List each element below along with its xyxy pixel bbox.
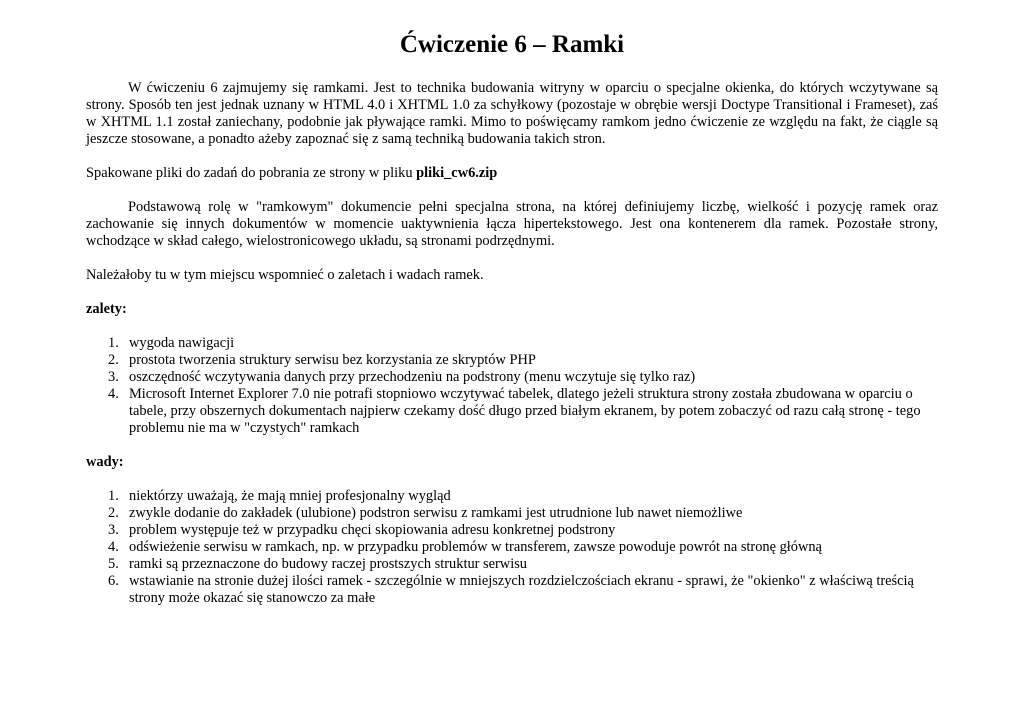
list-number: 1. — [108, 335, 119, 351]
list-item — [86, 369, 938, 386]
list-number: 1. — [108, 488, 119, 504]
list-item — [86, 386, 938, 437]
pros-heading: zalety: — [86, 301, 127, 317]
page-title: Ćwiczenie 6 – Ramki — [399, 31, 625, 58]
list-number: 2. — [108, 352, 119, 368]
list-item-text: wstawianie na stronie dużej ilości ramek - szczególnie w mniejszych rozdzielczościach ekranu - sprawi, że "okienko" z właściwą treścią strony może okazać się stanowczo za małe — [129, 573, 914, 606]
cons-heading: wady: — [86, 454, 124, 470]
download-paragraph — [86, 165, 938, 182]
list-number: 5. — [108, 556, 119, 572]
list-item — [86, 573, 938, 607]
download-text: Spakowane pliki do zadań do pobrania ze strony w pliku — [86, 165, 417, 181]
list-number: 3. — [108, 369, 119, 385]
list-item-text: wygoda nawigacji — [129, 335, 235, 351]
list-item — [86, 335, 938, 352]
list-item-text: oszczędność wczytywania danych przy przechodzeniu na podstrony (menu wczytuje się tylko raz) — [129, 369, 696, 385]
list-number: 4. — [108, 386, 119, 402]
cons-list — [86, 488, 938, 607]
list-item-text: problem występuje też w przypadku chęci skopiowania adresu konkretnej podstrony — [129, 522, 616, 538]
frameset-paragraph: Podstawową rolę w "ramkowym" dokumencie pełni specjalna strona, na której definiujemy liczbę, wielkość i pozycję ramek oraz zachowanie się innych dokumentów w momencie uaktywnienia łącza hipertekstowego. Jest ona kontenerem dla ramek. Pozostałe strony, wchodzące w skład całego, wielostronicowego układu, są stronami podrzędnymi. — [86, 199, 938, 249]
list-item — [86, 505, 938, 522]
list-item — [86, 488, 938, 505]
list-item-text: zwykle dodanie do zakładek (ulubione) podstron serwisu z ramkami jest utrudnione lub nawet niemożliwe — [129, 505, 743, 521]
list-item — [86, 539, 938, 556]
list-item-text: prostota tworzenia struktury serwisu bez korzystania ze skryptów PHP — [129, 352, 536, 368]
list-item-text: Microsoft Internet Explorer 7.0 nie potrafi stopniowo wczytywać tabelek, dlatego jeżeli struktura strony została zbudowana w oparciu o tabele, przy obszernych dokumentach najpierw czekamy dość długo przed białym ekranem, by potem zobaczyć od razu całą stronę - tego problemu nie ma w "czystych" ramkach — [129, 386, 921, 436]
list-item-text: odświeżenie serwisu w ramkach, np. w przypadku problemów w transferem, zawsze powoduje powrót na stronę główną — [129, 539, 822, 555]
list-number: 2. — [108, 505, 119, 521]
list-number: 6. — [108, 573, 119, 589]
list-item — [86, 556, 938, 573]
intro-paragraph: W ćwiczeniu 6 zajmujemy się ramkami. Jest to technika budowania witryny w oparciu o specjalne okienka, do których wczytywane są strony. Sposób ten jest jednak uznany w HTML 4.0 i XHTML 1.0 za schyłkowy (pozostaje w obrębie wersji Doctype Transitional i Frameset), zaś w XHTML 1.1 został zaniechany, podobnie jak pływające ramki. Mimo to poświęcamy ramkom jedno ćwiczenie ze względu na fakt, że ciągle są jeszcze stosowane, a ponadto ażeby zapoznać się z samą techniką budowania takich stron. — [86, 80, 938, 147]
list-item — [86, 352, 938, 369]
list-item-text: ramki są przeznaczone do budowy raczej prostszych struktur serwisu — [129, 556, 527, 572]
pros-cons-intro: Należałoby tu w tym miejscu wspomnieć o zaletach i wadach ramek. — [86, 267, 484, 283]
list-item-text: niektórzy uważają, że mają mniej profesjonalny wygląd — [129, 488, 451, 504]
list-item — [86, 522, 938, 539]
pros-list — [86, 335, 938, 437]
list-number: 4. — [108, 539, 119, 555]
download-filename: pliki_cw6.zip — [416, 165, 498, 181]
list-number: 3. — [108, 522, 119, 538]
